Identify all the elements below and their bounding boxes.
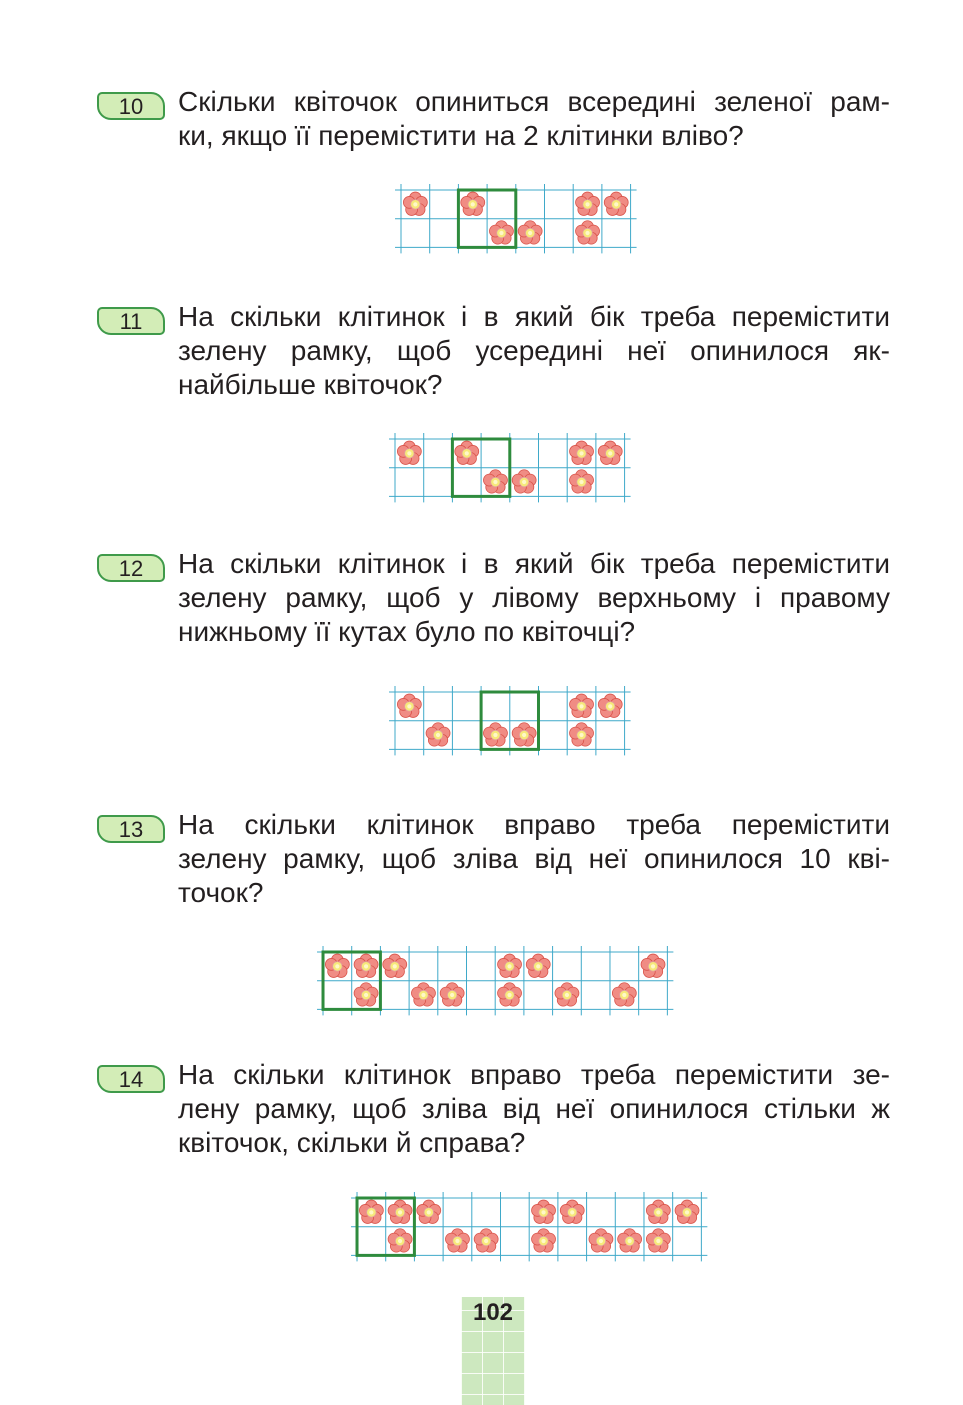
problem-text-line: ки, якщо її перемістити на 2 клітинки вліво? [178, 120, 744, 151]
flower-icon [383, 954, 407, 977]
problem-number-badge: 14 [97, 1065, 165, 1093]
flower-icon [570, 470, 594, 493]
problem-text [178, 1058, 890, 1160]
flower-grid [389, 686, 631, 755]
problem-number-badge: 12 [97, 554, 165, 582]
problem-text-line: На скільки клітинок вправо треба перемістити зе- [178, 1059, 890, 1090]
flower-icon [570, 694, 594, 717]
flower-icon [526, 954, 550, 977]
problem-number-badge: 11 [97, 307, 165, 335]
flower-icon [498, 983, 522, 1006]
flower-icon [440, 983, 464, 1006]
problem-text-line: точок? [178, 877, 264, 908]
flower-icon [397, 441, 421, 464]
flower-icon [612, 983, 636, 1006]
flower-icon [455, 441, 479, 464]
flower-grid [317, 946, 673, 1015]
problem-text-line: нижньому її кутах було по квіточці? [178, 616, 636, 647]
flower-icon [445, 1229, 469, 1252]
flower-icon [512, 470, 536, 493]
flower-grid [389, 433, 631, 502]
flower-icon [397, 694, 421, 717]
flower-grid [351, 1192, 707, 1261]
flower-icon [354, 954, 378, 977]
problem-text-line: На скільки клітинок і в який бік треба перемістити [178, 301, 890, 332]
flower-icon [498, 954, 522, 977]
page-number-tab [461, 1297, 525, 1405]
page-number: 102 [472, 1299, 514, 1326]
problem-text [178, 808, 890, 910]
flower-icon [388, 1229, 412, 1252]
flower-icon [388, 1200, 412, 1223]
problem-number-badge: 13 [97, 815, 165, 843]
problem-text-line: зелену рамку, щоб у лівому верхньому і правому [178, 582, 890, 613]
problem-text [178, 85, 890, 153]
problem-text-line: зелену рамку, щоб зліва від неї опинилося 10 кві- [178, 843, 890, 874]
flower-icon [589, 1229, 613, 1252]
flower-icon [411, 983, 435, 1006]
flower-icon [646, 1200, 670, 1223]
problem-text [178, 547, 890, 649]
flower-grid [395, 184, 637, 253]
flower-icon [618, 1229, 642, 1252]
problem-text-line: зелену рамку, щоб усередині неї опинилося як- [178, 335, 890, 366]
flower-icon [532, 1229, 556, 1252]
flower-icon [604, 192, 628, 215]
problem-text-line: Скільки квіточок опиниться всередині зеленої рам- [178, 86, 890, 117]
flower-icon [325, 954, 349, 977]
flower-icon [483, 723, 507, 746]
flower-icon [354, 983, 378, 1006]
flower-icon [403, 192, 427, 215]
flower-icon [483, 470, 507, 493]
flower-icon [426, 723, 450, 746]
flower-icon [598, 694, 622, 717]
flower-icon [576, 221, 600, 244]
flower-icon [512, 723, 536, 746]
problem-text-line: На скільки клітинок і в який бік треба перемістити [178, 548, 890, 579]
flower-icon [474, 1229, 498, 1252]
flower-icon [598, 441, 622, 464]
flower-icon [555, 983, 579, 1006]
flower-icon [489, 221, 513, 244]
flower-icon [675, 1200, 699, 1223]
problem-text-line: квіточок, скільки й справа? [178, 1127, 526, 1158]
flower-icon [570, 723, 594, 746]
problem-text-line: лену рамку, щоб зліва від неї опинилося стільки ж [178, 1093, 890, 1124]
problem-text [178, 300, 890, 402]
flower-icon [576, 192, 600, 215]
flower-icon [461, 192, 485, 215]
flower-icon [570, 441, 594, 464]
flower-icon [417, 1200, 441, 1223]
flower-icon [641, 954, 665, 977]
flower-icon [532, 1200, 556, 1223]
flower-icon [359, 1200, 383, 1223]
flower-icon [646, 1229, 670, 1252]
problem-number-badge: 10 [97, 92, 165, 120]
flower-icon [518, 221, 542, 244]
problem-text-line: найбільше квіточок? [178, 369, 443, 400]
problem-text-line: На скільки клітинок вправо треба перемістити [178, 809, 890, 840]
flower-icon [560, 1200, 584, 1223]
